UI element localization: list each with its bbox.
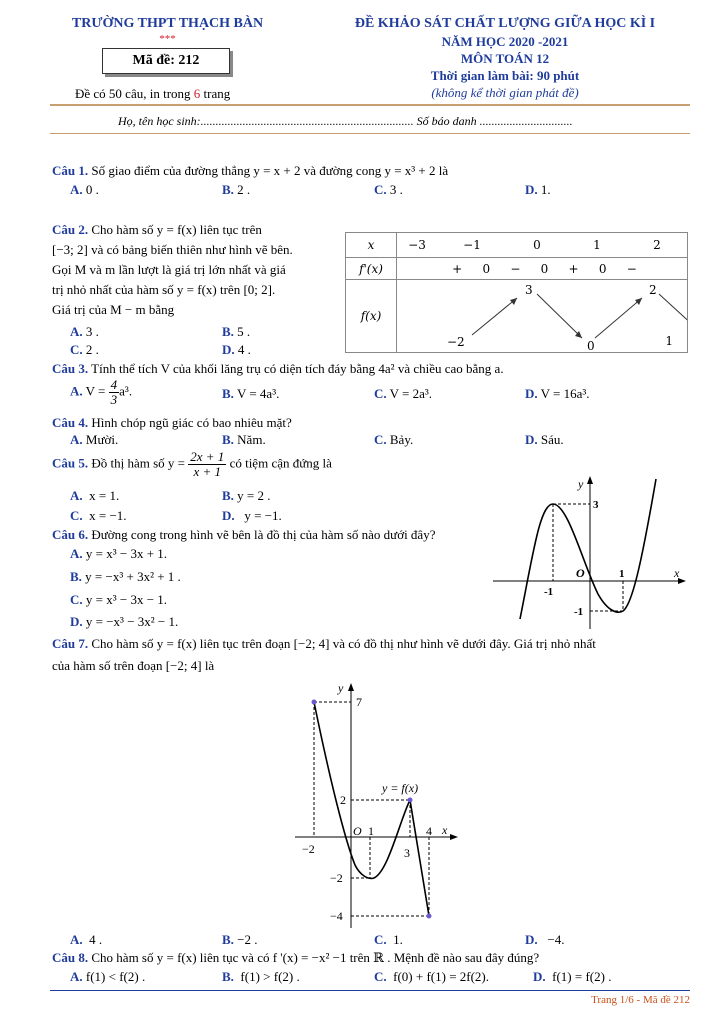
option-key: A. [70, 488, 83, 503]
option-key: C. [70, 508, 83, 523]
option-key: B. [222, 432, 234, 447]
option-text: y = 2 . [237, 488, 271, 503]
sign: 0 [598, 261, 607, 276]
q2-line-3: Gọi M và m lần lượt là giá trị lớn nhất và giá [52, 262, 286, 277]
cubic-curve [520, 479, 656, 619]
question-text: Cho hàm số y = f(x) liên tục trên [91, 222, 262, 237]
option-text: 4 . [237, 342, 251, 357]
tick-label: 4 [426, 824, 432, 838]
y-arrow [348, 683, 354, 691]
origin-label: O [576, 566, 585, 580]
numerator: 4 [110, 377, 118, 392]
option-text: x = 1. [89, 488, 120, 503]
question-text: Số giao điểm của đường thẳng y = x + 2 và đường cong y = x³ + 2 là [91, 163, 449, 178]
q2-option-b[interactable] [222, 324, 250, 340]
option-text: x = −1. [89, 508, 127, 523]
sign: 0 [540, 261, 549, 276]
q1-option-d[interactable] [525, 182, 551, 198]
arrow-down-2 [659, 294, 687, 338]
q3-option-c[interactable] [374, 386, 432, 402]
option-key: D. [222, 342, 235, 357]
q1-option-b[interactable] [222, 182, 250, 198]
question-label: Câu 8. [52, 950, 89, 965]
option-key: B. [70, 569, 82, 584]
question-5 [52, 450, 332, 479]
option-text: y = x³ − 3x + 1. [85, 546, 168, 561]
option-key: C. [70, 342, 83, 357]
option-text: −2 . [237, 932, 258, 947]
exam-title: ĐỀ KHẢO SÁT CHẤT LƯỢNG GIỮA HỌC KÌ I [354, 16, 656, 31]
option-key: B. [222, 324, 234, 339]
question-label: Câu 1. [52, 163, 89, 178]
option-key: D. [525, 386, 538, 401]
arrowhead [635, 298, 642, 305]
question-text: Đồ thị hàm số y = [91, 455, 186, 471]
endpoint [408, 798, 413, 803]
question-label: Câu 4. [52, 415, 89, 430]
option-text: 3 . [85, 324, 99, 339]
header-stars: *** [159, 33, 176, 45]
option-key: A. [70, 969, 83, 984]
tick-label: 3 [593, 499, 599, 511]
q2-option-d[interactable] [222, 342, 251, 358]
table-row-x [346, 233, 688, 258]
option-text: f(1) < f(2) . [85, 969, 146, 984]
school-name: TRƯỜNG THPT THẠCH BÀN [71, 16, 264, 31]
fraction [109, 378, 120, 407]
tick-label: 3 [404, 846, 410, 860]
student-info-line: Họ, tên học sinh:....................................................................... Số báo danh ............................... [118, 114, 573, 128]
q1-option-a[interactable] [70, 182, 99, 198]
option-text: Sáu. [540, 432, 564, 447]
option-text: V = 16a³. [540, 386, 590, 401]
option-text: 3 . [389, 182, 403, 197]
denominator: 3 [110, 392, 118, 407]
question-text: Hình chóp ngũ giác có bao nhiêu mặt? [91, 415, 292, 430]
question-label: Câu 3. [52, 361, 89, 376]
option-key: D. [222, 508, 235, 523]
table-cell: x [346, 233, 397, 258]
f-variation [397, 280, 688, 353]
option-key: B. [222, 182, 234, 197]
option-key: C. [374, 386, 387, 401]
option-key: D. [525, 432, 538, 447]
arrow-up-2 [595, 298, 642, 338]
question-7 [52, 633, 692, 677]
option-text: 0 . [85, 182, 99, 197]
table-cell: 0 [507, 233, 567, 258]
q6-option-b[interactable] [70, 569, 181, 585]
question-label: Câu 7. [52, 636, 89, 651]
option-text: Mười. [85, 432, 119, 447]
option-key: A. [70, 546, 83, 561]
page-footer: Trang 1/6 - Mã đề 212 [591, 994, 690, 1006]
option-key: A. [70, 324, 83, 339]
q6-option-a[interactable] [70, 546, 167, 562]
option-key: A. [70, 383, 83, 399]
arrow-up-1 [472, 298, 517, 335]
option-text: 5 . [237, 324, 251, 339]
option-text: −4. [547, 932, 565, 947]
option-key: C. [374, 932, 387, 947]
option-text: 2 . [237, 182, 251, 197]
question-text: Tính thể tích V của khối lăng trụ có diện tích đáy bằng 4a² và chiều cao bằng a. [91, 361, 504, 376]
question-text: Cho hàm số y = f(x) liên tục trên đoạn [−2; 4] và có đồ thị như hình vẽ dưới đây. Giá trị nhỏ nhất [91, 636, 596, 651]
variation-arrows [397, 280, 687, 352]
subject: MÔN TOÁN 12 [460, 51, 550, 66]
sign: + [568, 261, 579, 276]
q4-option-d[interactable] [525, 432, 564, 448]
q7-option-a[interactable] [70, 932, 102, 948]
option-key: D. [533, 969, 546, 984]
q4-option-b[interactable] [222, 432, 266, 448]
curve-label: y = f(x) [382, 781, 419, 795]
pages-suffix: trang [200, 86, 231, 101]
question-1 [52, 162, 448, 180]
q7-line-1 [52, 633, 692, 655]
q2-option-c[interactable] [70, 342, 99, 358]
option-key: D. [525, 182, 538, 197]
graph-q7 [290, 680, 465, 930]
question-text: Đường cong trong hình vẽ bên là đồ thị của hàm số nào dưới đây? [91, 527, 436, 542]
header-rule [50, 104, 690, 106]
option-key: D. [525, 932, 538, 947]
q3-option-d[interactable] [525, 386, 590, 402]
q6-option-d[interactable] [70, 614, 178, 630]
table-cell: 1 [567, 233, 627, 258]
q7-option-b[interactable] [222, 932, 258, 948]
denominator: x + 1 [193, 464, 222, 479]
exam-time: Thời gian làm bài: 90 phút [430, 68, 580, 83]
variation-table [345, 232, 688, 353]
x-arrow [450, 834, 458, 840]
q8-option-d[interactable] [533, 969, 611, 985]
option-text: f(0) + f(1) = 2f(2). [393, 969, 490, 984]
fprime-signs [397, 258, 688, 280]
q3-option-b[interactable] [222, 386, 279, 402]
question-3 [52, 360, 504, 378]
q2-line-4: trị nhỏ nhất của hàm số y = f(x) trên [0; 2]. [52, 282, 276, 297]
q6-option-c[interactable] [70, 592, 167, 608]
f-value: 1 [665, 334, 673, 348]
sign: − [626, 261, 637, 276]
q5-option-a[interactable] [70, 488, 119, 504]
tick-label: 1 [368, 824, 374, 838]
axis-label: x [674, 566, 680, 580]
fraction [188, 450, 226, 479]
school-year: NĂM HỌC 2020 -2021 [441, 34, 569, 49]
option-text: 1. [540, 182, 551, 197]
question-label: Câu 5. [52, 455, 89, 471]
question-label: Câu 2. [52, 222, 89, 237]
option-key: C. [374, 182, 387, 197]
tick-label: 1 [619, 568, 625, 580]
page-count-note [75, 86, 230, 102]
axis-label: x [442, 823, 448, 837]
option-text: y = −x³ + 3x² + 1 . [85, 569, 181, 584]
endpoint [427, 914, 432, 919]
exam-time-note: (không kể thời gian phát đề) [431, 85, 579, 100]
q2-line-1 [52, 220, 336, 240]
sign: − [510, 261, 521, 276]
option-key: A. [70, 932, 83, 947]
option-text: f(1) > f(2) . [240, 969, 300, 984]
q2-option-a[interactable] [70, 324, 99, 340]
table-row-f [346, 280, 688, 353]
question-4 [52, 414, 292, 432]
q5-option-c[interactable] [70, 508, 127, 524]
option-key: A. [70, 432, 83, 447]
option-text: 4 . [89, 932, 103, 947]
graph-q6 [488, 474, 698, 632]
option-key: C. [374, 969, 387, 984]
f-value: 0 [587, 339, 595, 352]
question-text: Cho hàm số y = f(x) liên tục và có f '(x) = −x² −1 trên ℝ . Mệnh đề nào sau đây đúng? [91, 950, 540, 965]
option-key: B. [222, 969, 234, 984]
pages-prefix: Đề có 50 câu, in trong [75, 86, 194, 101]
option-text: V = 2a³. [389, 386, 433, 401]
option-text: V = [85, 383, 106, 399]
table-cell: f(x) [346, 280, 397, 353]
tick-label: -1 [574, 606, 584, 618]
arrow-down-1 [537, 294, 582, 338]
option-text: 2 . [85, 342, 99, 357]
option-key: B. [222, 386, 234, 401]
option-text: y = −1. [244, 508, 282, 523]
table-cell: −3 [397, 233, 438, 258]
axis-label: y [578, 477, 584, 491]
f-value: 2 [649, 283, 657, 297]
pages-count: 6 [193, 86, 201, 101]
option-key: B. [222, 488, 234, 503]
exam-code-box: Mã đề: 212 [102, 48, 230, 74]
tick-label: −4 [330, 909, 343, 923]
option-key: A. [70, 182, 83, 197]
q4-option-c[interactable] [374, 432, 413, 448]
table-cell: 2 [627, 233, 688, 258]
footer-rule [50, 990, 690, 991]
question-2 [52, 220, 336, 320]
option-text: y = −x³ − 3x² − 1. [85, 614, 179, 629]
q7-line-2: của hàm số trên đoạn [−2; 4] là [52, 658, 215, 673]
tick-label: −2 [302, 842, 315, 856]
option-text: Bảy. [389, 432, 414, 447]
question-label: Câu 6. [52, 527, 89, 542]
table-cell: −1 [437, 233, 507, 258]
option-key: B. [222, 932, 234, 947]
f-value: −2 [447, 335, 465, 349]
q7-option-d[interactable] [525, 932, 564, 948]
origin-label: O [353, 824, 362, 838]
numerator: 2x + 1 [190, 449, 225, 464]
q8-option-c[interactable] [374, 969, 489, 985]
tick-label: -1 [544, 586, 554, 598]
endpoint [312, 700, 317, 705]
option-text: y = x³ − 3x − 1. [85, 592, 168, 607]
q2-line-2: [−3; 2] và có bảng biến thiên như hình vẽ bên. [52, 242, 293, 257]
tick-label: −2 [330, 871, 343, 885]
option-key: C. [70, 592, 83, 607]
tick-label: 7 [356, 695, 362, 709]
table-row-fprime [346, 258, 688, 280]
option-text: 1. [393, 932, 403, 947]
q8-option-a[interactable] [70, 969, 145, 985]
option-text: Năm. [237, 432, 266, 447]
option-text: a³. [119, 383, 133, 399]
arrowhead [510, 298, 517, 305]
q2-line-5: Giá trị của M − m bằng [52, 302, 175, 317]
option-key: D. [70, 614, 83, 629]
table-cell: f'(x) [346, 258, 397, 280]
question-8 [52, 949, 539, 967]
option-key: C. [374, 432, 387, 447]
q1-option-c[interactable] [374, 182, 403, 198]
q7-option-c[interactable] [374, 932, 403, 948]
header-rule-2 [50, 133, 690, 134]
f-value: 3 [525, 283, 533, 297]
question-6 [52, 526, 435, 544]
option-text: f(1) = f(2) . [552, 969, 612, 984]
q8-option-b[interactable] [222, 969, 300, 985]
q4-option-a[interactable] [70, 432, 118, 448]
option-text: V = 4a³. [236, 386, 280, 401]
sign: + [452, 261, 463, 276]
q5-option-b[interactable] [222, 488, 271, 504]
q3-option-a[interactable] [70, 378, 132, 407]
question-text: có tiệm cận đứng là [229, 455, 332, 471]
axis-label: y [338, 681, 344, 695]
q5-option-d[interactable] [222, 508, 282, 524]
y-arrow [587, 476, 593, 484]
sign: 0 [482, 261, 491, 276]
tick-label: 2 [340, 793, 346, 807]
